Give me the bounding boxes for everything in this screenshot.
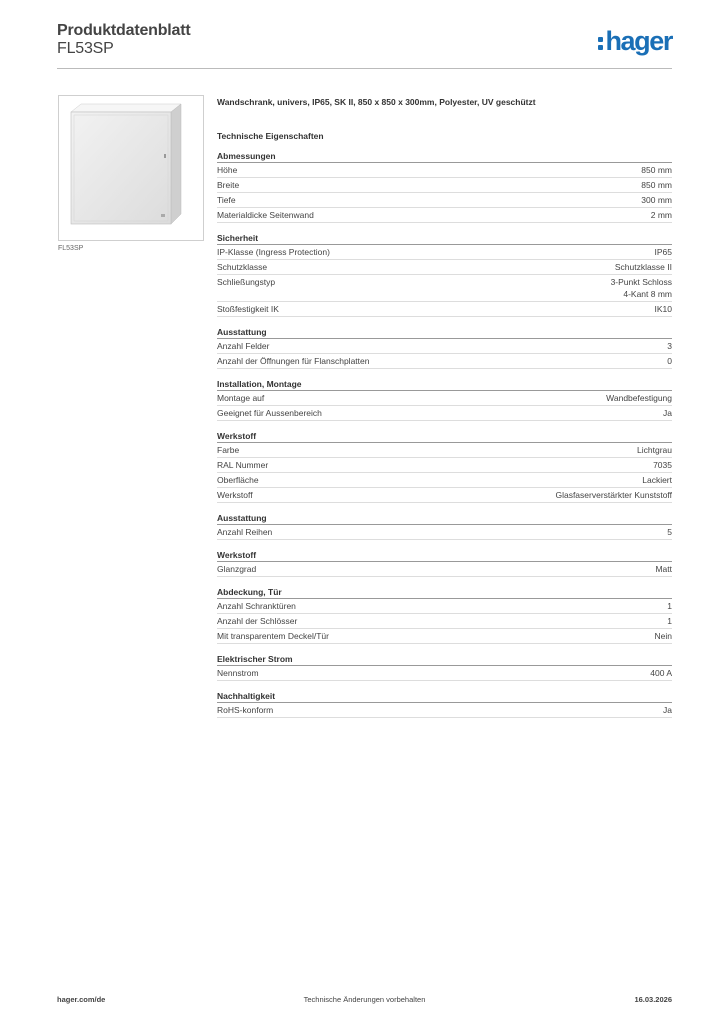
property-label: Anzahl Reihen: [217, 527, 273, 537]
property-value-line: 3: [667, 341, 672, 351]
property-label: Mit transparentem Deckel/Tür: [217, 631, 329, 641]
document-title: Produktdatenblatt: [57, 22, 191, 39]
property-groups: [217, 150, 672, 718]
property-label: RoHS-konform: [217, 705, 274, 715]
property-row: [217, 302, 672, 317]
footer-website-link[interactable]: hager.com/de: [57, 995, 106, 1004]
property-value-line: Lackiert: [642, 475, 672, 485]
group-title: Sicherheit: [217, 232, 672, 245]
property-group: [217, 653, 672, 681]
property-value: [653, 459, 672, 471]
property-group: [217, 549, 672, 577]
property-value-line: Matt: [655, 564, 672, 574]
property-row: [217, 666, 672, 681]
property-value: [651, 209, 672, 221]
property-value: [667, 615, 672, 627]
property-row: [217, 703, 672, 718]
property-value-line: IP65: [654, 247, 672, 257]
property-value: [667, 600, 672, 612]
header-divider: [57, 68, 672, 69]
property-label: Farbe: [217, 445, 240, 455]
property-row: [217, 245, 672, 260]
property-row: [217, 178, 672, 193]
property-value-line: 0: [667, 356, 672, 366]
property-value: [642, 474, 672, 486]
group-title: Werkstoff: [217, 549, 672, 562]
property-row: [217, 473, 672, 488]
property-row: [217, 488, 672, 503]
property-label: Montage auf: [217, 393, 265, 403]
property-row: [217, 525, 672, 540]
group-title: Ausstattung: [217, 512, 672, 525]
property-value: [655, 630, 672, 642]
property-value-line: Schutzklasse II: [614, 262, 672, 272]
property-value-line: 7035: [653, 460, 672, 470]
property-label: Anzahl der Öffnungen für Flanschplatten: [217, 356, 370, 366]
property-label: Tiefe: [217, 195, 236, 205]
property-value: [663, 704, 672, 716]
property-row: [217, 599, 672, 614]
property-label: Oberfläche: [217, 475, 259, 485]
group-title: Nachhaltigkeit: [217, 690, 672, 703]
footer-date: 16.03.2026: [634, 995, 672, 1004]
property-value: [667, 526, 672, 538]
property-row: [217, 354, 672, 369]
property-value-line: Ja: [663, 705, 672, 715]
group-title: Elektrischer Strom: [217, 653, 672, 666]
property-value: [615, 261, 672, 273]
product-image-caption: FL53SP: [58, 245, 84, 252]
property-row: [217, 562, 672, 577]
property-value-line: 1: [667, 616, 672, 626]
property-value-line: Lichtgrau: [637, 445, 672, 455]
property-value-line: 4-Kant 8 mm: [623, 289, 672, 299]
property-group: [217, 326, 672, 369]
property-row: [217, 208, 672, 223]
property-label: Schließungstyp: [217, 277, 276, 287]
logo-text: hager: [605, 25, 672, 56]
group-title: Ausstattung: [217, 326, 672, 339]
property-value-line: Nein: [654, 631, 672, 641]
property-value: [641, 194, 672, 206]
property-group: [217, 586, 672, 644]
group-title: Abdeckung, Tür: [217, 586, 672, 599]
property-row: [217, 275, 672, 302]
group-title: Werkstoff: [217, 430, 672, 443]
property-group: [217, 150, 672, 223]
property-value: [555, 489, 672, 501]
property-row: [217, 260, 672, 275]
property-group: [217, 378, 672, 421]
property-value: [641, 164, 672, 176]
property-value-line: 5: [667, 527, 672, 537]
property-value: [655, 563, 672, 575]
property-label: Nennstrom: [217, 668, 259, 678]
page-footer: [57, 995, 672, 1007]
section-title: Technische Eigenschaften: [217, 131, 324, 141]
property-value-line: IK10: [654, 304, 672, 314]
property-value: [650, 667, 672, 679]
property-row: [217, 629, 672, 644]
property-row: [217, 458, 672, 473]
property-row: [217, 443, 672, 458]
property-label: IP-Klasse (Ingress Protection): [217, 247, 330, 257]
property-value-line: 850 mm: [641, 165, 672, 175]
property-label: Werkstoff: [217, 490, 253, 500]
product-details: [217, 97, 672, 727]
property-value-line: 400 A: [650, 668, 672, 678]
page-header: [57, 22, 672, 70]
property-label: Geeignet für Aussenbereich: [217, 408, 322, 418]
property-label: Stoßfestigkeit IK: [217, 304, 279, 314]
property-group: [217, 690, 672, 718]
property-label: Schutzklasse: [217, 262, 268, 272]
property-value: [667, 340, 672, 352]
property-label: Höhe: [217, 165, 238, 175]
property-group: [217, 232, 672, 317]
property-label: Materialdicke Seitenwand: [217, 210, 314, 220]
product-code: FL53SP: [57, 40, 114, 57]
property-group: [217, 512, 672, 540]
group-title: Abmessungen: [217, 150, 672, 163]
property-value-line: 2 mm: [650, 210, 672, 220]
property-value: [655, 246, 673, 258]
property-value-line: Glasfaserverstärkter Kunststoff: [555, 490, 672, 500]
property-row: [217, 339, 672, 354]
property-value: [663, 407, 672, 419]
property-row: [217, 163, 672, 178]
property-value-line: 3-Punkt Schloss: [610, 277, 672, 287]
property-label: Glanzgrad: [217, 564, 257, 574]
property-value-line: Wandbefestigung: [606, 393, 672, 403]
property-value: [655, 303, 673, 315]
property-row: [217, 193, 672, 208]
product-image: [58, 95, 204, 241]
property-label: Anzahl Schranktüren: [217, 601, 296, 611]
property-value: [641, 179, 672, 191]
logo-dots-icon: [598, 37, 603, 50]
property-value: [606, 392, 672, 404]
property-row: [217, 614, 672, 629]
property-row: [217, 406, 672, 421]
property-value: [667, 355, 672, 367]
property-label: Anzahl der Schlösser: [217, 616, 298, 626]
cabinet-illustration-icon: [59, 96, 203, 240]
property-value-line: Ja: [663, 408, 672, 418]
property-group: [217, 430, 672, 503]
property-value-line: 300 mm: [641, 195, 672, 205]
footer-notice: Technische Änderungen vorbehalten: [303, 995, 426, 1004]
property-value-line: 850 mm: [641, 180, 672, 190]
property-label: Breite: [217, 180, 240, 190]
property-value-line: 1: [667, 601, 672, 611]
property-value: [637, 444, 672, 456]
property-label: Anzahl Felder: [217, 341, 270, 351]
product-description: Wandschrank, univers, IP65, SK II, 850 x 850 x 300mm, Polyester, UV geschützt: [217, 97, 536, 107]
property-value: [611, 276, 672, 300]
property-label: RAL Nummer: [217, 460, 269, 470]
group-title: Installation, Montage: [217, 378, 672, 391]
property-row: [217, 391, 672, 406]
hager-logo: [598, 26, 672, 56]
